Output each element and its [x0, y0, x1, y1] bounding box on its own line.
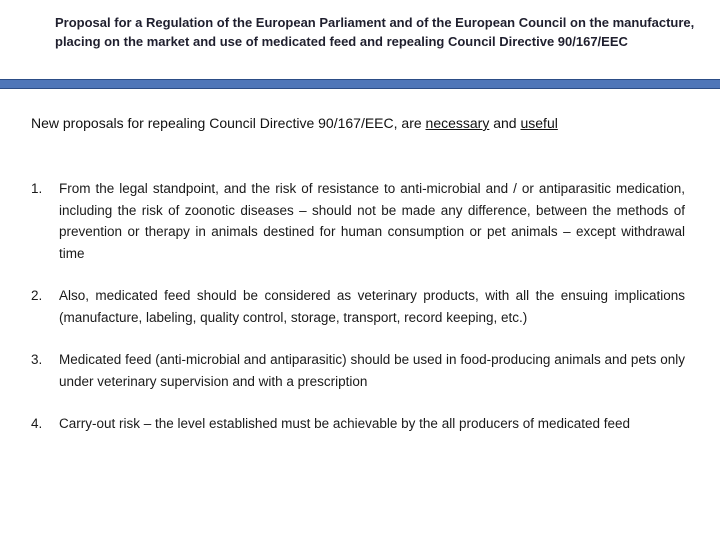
heading-word-necessary: necessary: [425, 115, 490, 131]
proposal-list: [31, 178, 685, 456]
heading-joiner: and: [489, 115, 521, 131]
item-text: Also, medicated feed should be considered as veterinary products, with all the ensuing implications (manufacture, labeling, quality control, storage, transport, record keeping, etc.): [59, 288, 685, 325]
slide-title: Proposal for a Regulation of the European Parliament and of the European Council on the manufacture, placing on the market and use of medicated feed and repealing Council Directive 90/167/EEC: [55, 15, 695, 49]
heading-word-useful: useful: [520, 115, 558, 131]
item-number: 3.: [31, 352, 43, 367]
title-divider-bar: [0, 79, 720, 89]
item-text: Carry-out risk – the level established must be achievable by the all producers of medicated feed: [59, 416, 631, 431]
item-number: 1.: [31, 181, 43, 196]
list-item: [31, 349, 685, 392]
list-item: [31, 285, 685, 328]
item-number: 4.: [31, 416, 43, 431]
list-item: [31, 178, 685, 264]
item-text: Medicated feed (anti-microbial and antiparasitic) should be used in food-producing animals and pets only under veterinary supervision and with a prescription: [59, 352, 685, 389]
item-number: 2.: [31, 288, 43, 303]
heading-lead: New proposals for repealing Council Directive 90/167/EEC, are: [31, 115, 426, 131]
section-heading: [31, 114, 691, 132]
item-text: From the legal standpoint, and the risk of resistance to anti-microbial and / or antiparasitic medication, including the risk of zoonotic diseases – should not be made any difference, between the methods of prevention or therapy in animals destined for human consumption or pet animals – except withdrawal time: [59, 181, 685, 261]
list-item: [31, 413, 685, 435]
